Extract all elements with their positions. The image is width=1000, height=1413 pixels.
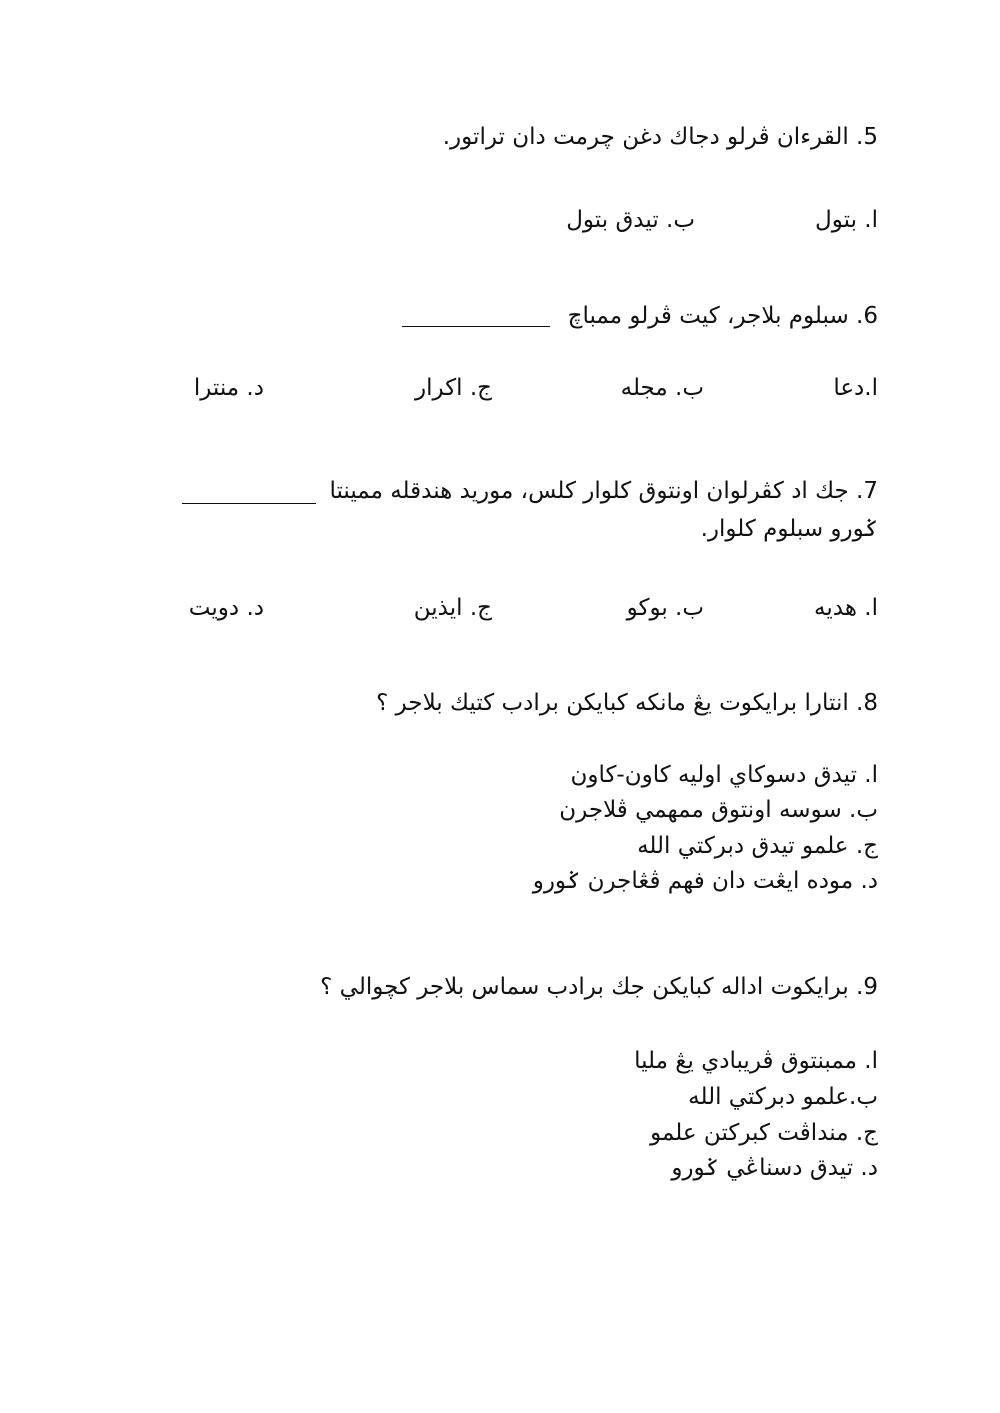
- question-6-option-d[interactable]: د. منترا: [193, 375, 264, 401]
- question-7-option-b[interactable]: ب. بوكو: [626, 595, 704, 621]
- question-5-text: 5. القرءان ڤرلو دجاك دغن چرمت دان تراتور.: [442, 124, 878, 150]
- question-8-option-c[interactable]: ج. علمو تيدق دبركتي الله: [637, 833, 878, 859]
- question-6-blank[interactable]: [402, 326, 550, 327]
- question-9-option-a[interactable]: ا. ممبنتوق ڤريبادي يڠ مليا: [634, 1048, 878, 1074]
- question-7-option-c[interactable]: ج. ايذين: [413, 595, 492, 621]
- question-8-option-a[interactable]: ا. تيدق دسوكاي اوليه كاون-كاون: [570, 762, 878, 788]
- question-6-option-b[interactable]: ب. مجله: [620, 375, 704, 401]
- question-5-option-a[interactable]: ا. بتول: [815, 207, 878, 233]
- question-7-text-line-1: 7. جك اد كڤرلوان اونتوق كلوار كلس، موريد هندقله ممينتا: [329, 478, 878, 504]
- question-9-text: 9. برايكوت اداله كبايكن جك برادب سماس بلاجر كچوالي ؟: [320, 974, 878, 1000]
- question-6-option-c[interactable]: ج. اكرار: [415, 375, 492, 401]
- question-7-text-line-2: ݢورو سبلوم كلوار.: [700, 516, 878, 542]
- question-6-text: 6. سبلوم بلاجر، كيت ڤرلو ممباچ: [567, 303, 878, 329]
- question-7-option-d[interactable]: د. دويت: [188, 595, 264, 621]
- question-8-option-b[interactable]: ب. سوسه اونتوق ممهمي ڤلاجرن: [559, 797, 878, 823]
- question-8-option-d[interactable]: د. موده ايڠت دان فهم ڤڠاجرن ݢورو: [532, 868, 878, 894]
- question-8-text: 8. انتارا برايكوت يڠ مانكه كبايكن برادب كتيك بلاجر ؟: [376, 690, 878, 716]
- question-7-blank[interactable]: [182, 503, 316, 504]
- question-6-option-a[interactable]: ا.دعا: [833, 375, 878, 401]
- question-9-option-d[interactable]: د. تيدق دسناڠي ݢورو: [671, 1155, 878, 1181]
- question-9-option-c[interactable]: ج. منداڤت كبركتن علمو: [650, 1120, 878, 1146]
- question-7-option-a[interactable]: ا. هديه: [814, 595, 878, 621]
- question-5-option-b[interactable]: ب. تيدق بتول: [566, 207, 695, 233]
- question-9-option-b[interactable]: ب.علمو دبركتي الله: [688, 1084, 878, 1110]
